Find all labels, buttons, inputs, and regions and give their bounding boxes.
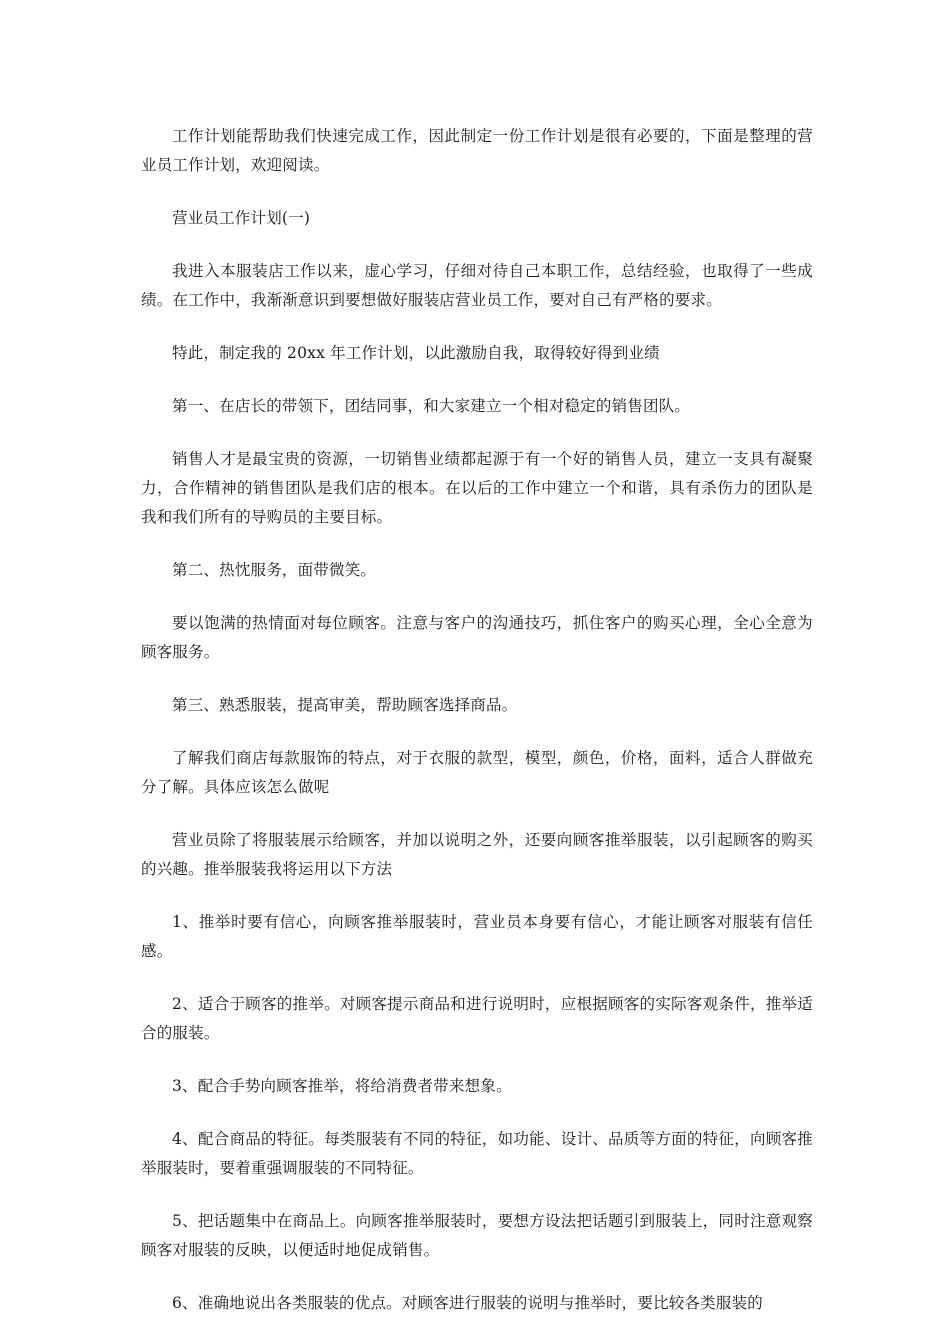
list-item: 3、配合手势向顾客推举，将给消费者带来想象。: [172, 1077, 512, 1095]
list-item: 6、准确地说出各类服装的优点。对顾客进行服装的说明与推举时，要比较各类服装的: [172, 1294, 763, 1312]
paragraph: 要以饱满的热情面对每位顾客。注意与客户的沟通技巧，抓住客户的购买心理，全心全意为顾客服务。: [141, 614, 813, 661]
list-item: 2、适合于顾客的推举。对顾客提示商品和进行说明时，应根据顾客的实际客观条件，推举适合的服装。: [141, 995, 813, 1042]
list-item: 1、推举时要有信心，向顾客推举服装时，营业员本身要有信心，才能让顾客对服装有信任感。: [141, 913, 813, 960]
document-body: [141, 122, 813, 1342]
paragraph: 特此，制定我的 20xx 年工作计划，以此激励自我，取得较好得到业绩: [172, 344, 660, 362]
point-heading-2: 第二、热忱服务，面带微笑。: [172, 561, 377, 579]
point-heading-1: 第一、在店长的带领下，团结同事，和大家建立一个相对稳定的销售团队。: [172, 397, 691, 415]
paragraph: 我进入本服装店工作以来，虚心学习，仔细对待自己本职工作，总结经验，也取得了一些成绩。在工作中，我渐渐意识到要想做好服装店营业员工作，要对自己有严格的要求。: [141, 262, 813, 309]
list-item: 4、配合商品的特征。每类服装有不同的特征，如功能、设计、品质等方面的特征，向顾客推举服装时，要着重强调服装的不同特征。: [141, 1130, 813, 1177]
list-item: 5、把话题集中在商品上。向顾客推举服装时，要想方设法把话题引到服装上，同时注意观察顾客对服装的反映，以便适时地促成销售。: [141, 1212, 813, 1259]
point-heading-3: 第三、熟悉服装，提高审美，帮助顾客选择商品。: [172, 696, 518, 714]
section-title: 营业员工作计划(一): [172, 209, 311, 227]
intro-paragraph: 工作计划能帮助我们快速完成工作，因此制定一份工作计划是很有必要的，下面是整理的营业员工作计划，欢迎阅读。: [141, 127, 813, 174]
paragraph: 销售人才是最宝贵的资源，一切销售业绩都起源于有一个好的销售人员，建立一支具有凝聚力，合作精神的销售团队是我们店的根本。在以后的工作中建立一个和谐，具有杀伤力的团队是我和我们所有的导购员的主要目标。: [141, 450, 813, 526]
paragraph: 了解我们商店每款服饰的特点，对于衣服的款型，模型，颜色，价格，面料，适合人群做充分了解。具体应该怎么做呢: [141, 749, 813, 796]
paragraph: 营业员除了将服装展示给顾客，并加以说明之外，还要向顾客推举服装，以引起顾客的购买的兴趣。推举服装我将运用以下方法: [141, 831, 813, 878]
